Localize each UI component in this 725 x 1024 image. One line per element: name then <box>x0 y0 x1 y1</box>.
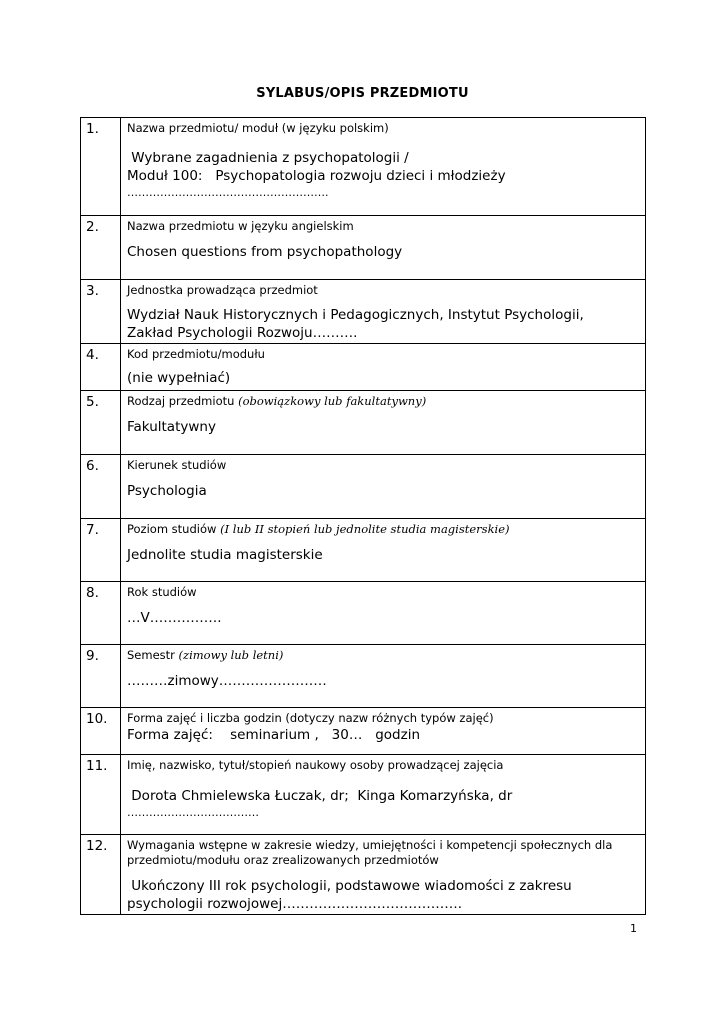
field-label: Forma zajęć i liczba godzin (dotyczy nazw różnych typów zajęć) <box>127 711 494 725</box>
syllabus-table <box>80 117 646 915</box>
field-label: Kierunek studiów <box>127 458 227 472</box>
field-label: Poziom studiów (I lub II stopień lub jednolite studia magisterskie) <box>127 522 510 536</box>
row-content <box>121 755 646 835</box>
table-row <box>81 216 646 280</box>
table-row <box>81 280 646 344</box>
row-number: 11. <box>81 755 121 835</box>
page-number: 1 <box>630 922 637 935</box>
row-number: 4. <box>81 344 121 391</box>
field-value: Fakultatywny <box>127 419 216 435</box>
field-value: Moduł 100: Psychopatologia rozwoju dzieci i młodzieży <box>127 168 506 184</box>
field-value: Dorota Chmielewska Łuczak, dr; Kinga Komarzyńska, dr <box>127 788 513 804</box>
row-content <box>121 280 646 344</box>
dotted-fill: ……………………………… <box>127 806 259 819</box>
field-value: …V……………. <box>127 610 222 626</box>
field-value: Ukończony III rok psychologii, podstawowe wiadomości z zakresu <box>127 878 572 894</box>
row-number: 8. <box>81 582 121 645</box>
table-row <box>81 391 646 455</box>
table-row <box>81 835 646 915</box>
row-content <box>121 118 646 216</box>
field-hint: (zimowy lub letni) <box>178 648 284 662</box>
field-value: ………zimowy…………………… <box>127 673 327 689</box>
row-number: 2. <box>81 216 121 280</box>
field-hint: (I lub II stopień lub jednolite studia magisterskie) <box>220 522 510 536</box>
table-row <box>81 645 646 708</box>
row-content <box>121 708 646 755</box>
row-number: 6. <box>81 455 121 519</box>
field-label: Wymagania wstępne w zakresie wiedzy, umiejętności i kompetencji społecznych dla przedmiotu/modułu oraz zrealizowanych przedmiotów <box>127 838 613 867</box>
table-row <box>81 118 646 216</box>
table-row <box>81 344 646 391</box>
table-row <box>81 519 646 582</box>
field-value: Wydział Nauk Historycznych i Pedagogicznych, Instytut Psychologii, <box>127 307 584 323</box>
row-number: 5. <box>81 391 121 455</box>
field-value: Chosen questions from psychopathology <box>127 244 403 260</box>
field-label: Rodzaj przedmiotu (obowiązkowy lub fakultatywny) <box>127 394 427 408</box>
field-label: Nazwa przedmiotu/ moduł (w języku polskim) <box>127 121 389 135</box>
field-label: Imię, nazwisko, tytuł/stopień naukowy osoby prowadzącej zajęcia <box>127 758 504 772</box>
row-content <box>121 455 646 519</box>
table-row <box>81 455 646 519</box>
table-row <box>81 582 646 645</box>
field-value: Psychologia <box>127 483 207 499</box>
field-hint: (obowiązkowy lub fakultatywny) <box>238 394 427 408</box>
row-number: 9. <box>81 645 121 708</box>
row-number: 1. <box>81 118 121 216</box>
row-content <box>121 582 646 645</box>
row-content <box>121 835 646 915</box>
field-label: Kod przedmiotu/modułu <box>127 347 265 361</box>
table-row <box>81 708 646 755</box>
row-number: 3. <box>81 280 121 344</box>
field-label: Rok studiów <box>127 585 197 599</box>
field-value: Wybrane zagadnienia z psychopatologii / <box>127 150 409 166</box>
row-number: 7. <box>81 519 121 582</box>
field-value: Zakład Psychologii Rozwoju………. <box>127 325 358 341</box>
field-value: (nie wypełniać) <box>127 370 231 386</box>
row-number: 12. <box>81 835 121 915</box>
row-content <box>121 391 646 455</box>
row-content <box>121 344 646 391</box>
field-value: psychologii rozwojowej…………………………………. <box>127 896 463 912</box>
row-number: 10. <box>81 708 121 755</box>
page-title: SYLABUS/OPIS PRZEDMIOTU <box>256 86 469 101</box>
field-value: Forma zajęć: seminarium , 30… godzin <box>127 727 420 743</box>
field-value: Jednolite studia magisterskie <box>127 547 323 563</box>
row-content <box>121 519 646 582</box>
field-label: Semestr (zimowy lub letni) <box>127 648 284 662</box>
row-content <box>121 216 646 280</box>
dotted-fill: ………………………………………………. <box>127 186 329 199</box>
table-row <box>81 755 646 835</box>
row-content <box>121 645 646 708</box>
field-label: Nazwa przedmiotu w języku angielskim <box>127 219 354 233</box>
field-label: Jednostka prowadząca przedmiot <box>127 283 318 297</box>
